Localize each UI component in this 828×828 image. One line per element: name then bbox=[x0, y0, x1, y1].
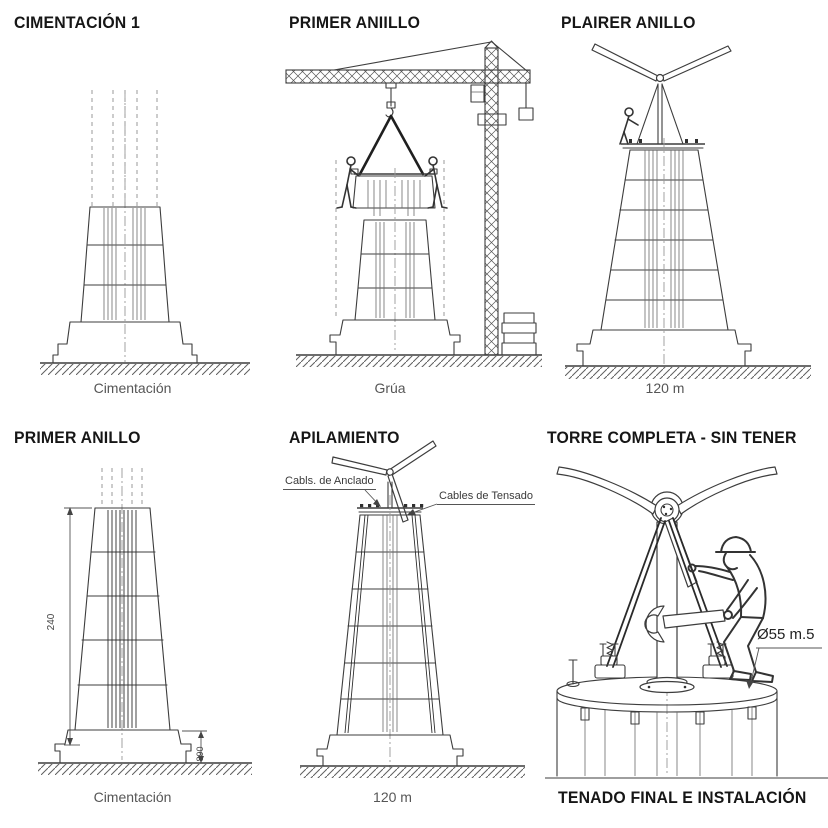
foundation-pedestal bbox=[55, 730, 191, 763]
complete-tower-drawing bbox=[565, 40, 828, 385]
foundation-drawing bbox=[20, 60, 270, 385]
tower-rings bbox=[601, 138, 728, 366]
wind-turbine bbox=[592, 44, 731, 144]
ground bbox=[40, 363, 250, 375]
turbine-mast bbox=[640, 522, 694, 693]
panel5-caption: 120 m bbox=[373, 789, 412, 805]
anchor-bolt bbox=[567, 660, 579, 687]
ground bbox=[38, 763, 252, 775]
dimension-line-240 bbox=[64, 507, 92, 746]
tension-cables-label: Cables de Tensado bbox=[437, 490, 535, 505]
diameter-label: Ø55 m.5 bbox=[757, 626, 815, 643]
ground bbox=[565, 366, 811, 379]
lifting-slings bbox=[360, 116, 423, 174]
tower-crane bbox=[286, 41, 536, 355]
worker-figure bbox=[620, 108, 638, 144]
top-platform bbox=[621, 139, 705, 148]
panel4-title: PRIMER ANILLO bbox=[14, 428, 141, 447]
crane-lift-drawing bbox=[280, 40, 560, 385]
height-dimension-label: 240 bbox=[46, 613, 57, 631]
ground bbox=[296, 355, 542, 367]
panel3-title: PLAIRER ANILLO bbox=[561, 13, 696, 32]
tower-rings bbox=[75, 508, 170, 730]
ground bbox=[300, 766, 525, 778]
lifted-ring bbox=[351, 169, 437, 216]
base-dimension-label: 890 bbox=[195, 746, 205, 762]
panel3-caption: 120 m bbox=[645, 380, 685, 396]
panel2-title: PRIMER ANIILLO bbox=[289, 13, 421, 32]
panel6-title: TORRE COMPLETA - SIN TENER bbox=[547, 428, 797, 447]
tensioning-closeup-drawing bbox=[545, 460, 828, 785]
anchor-cables-label: Cabls. de Anclado bbox=[283, 475, 376, 490]
tower-rings bbox=[337, 495, 443, 770]
projection-lines bbox=[92, 90, 157, 362]
panel2-caption: Grúa bbox=[374, 380, 406, 396]
panel4-caption: Cimentación bbox=[93, 789, 172, 805]
panel1-title: CIMENTACIÓN 1 bbox=[14, 13, 140, 32]
panel1-caption: Cimentación bbox=[93, 380, 172, 396]
panel5-title: APILAMIENTO bbox=[289, 428, 400, 447]
alignment-guides bbox=[336, 160, 444, 350]
panel6-caption: TENADO FINAL E INSTALACIÓN bbox=[558, 788, 807, 807]
